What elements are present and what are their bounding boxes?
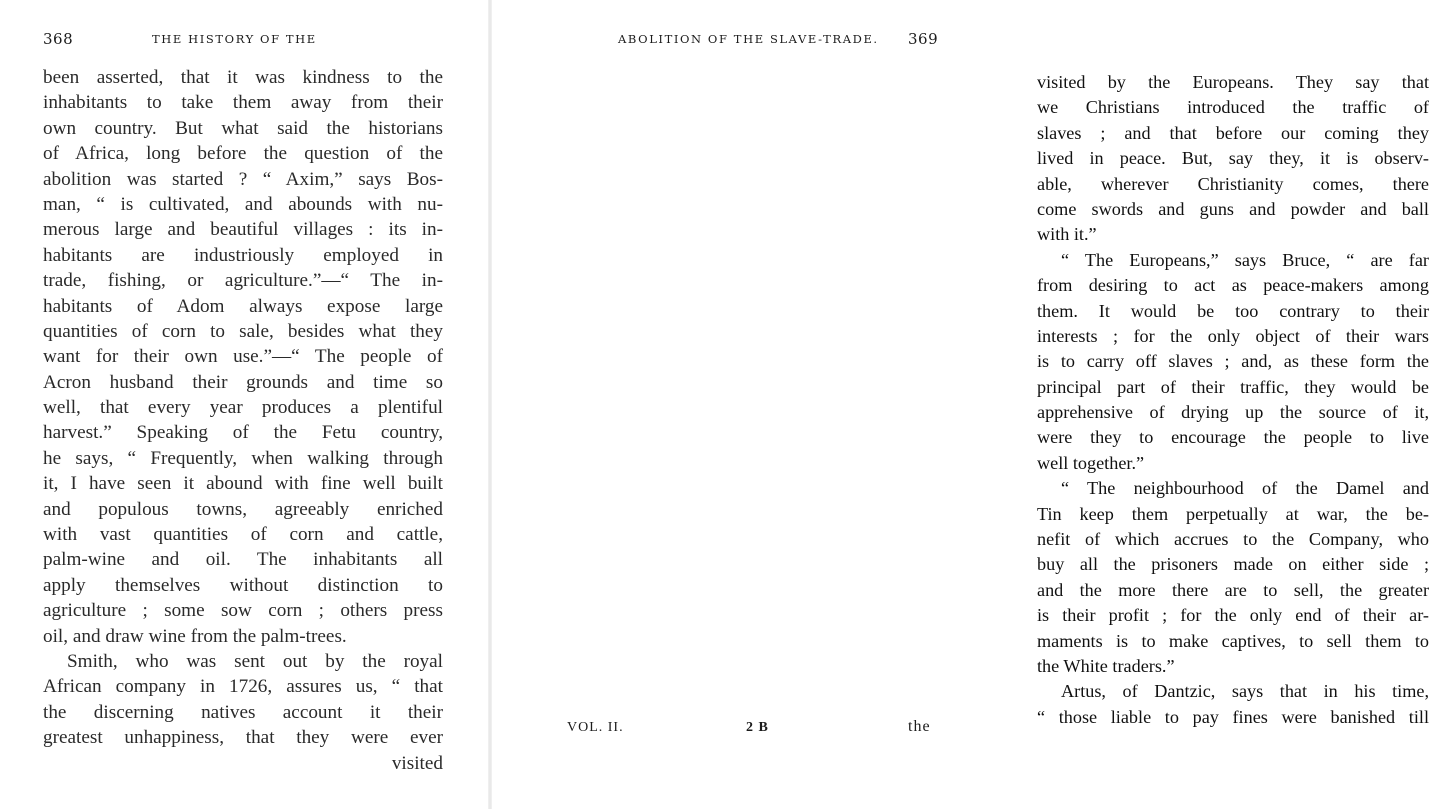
page-body-text — [43, 65, 443, 776]
text-line: with vast quantities of corn and cattle, — [43, 524, 443, 546]
page-number: 369 — [908, 30, 939, 48]
signature-mark: 2 B — [746, 720, 769, 735]
text-line: inhabitants to take them away from their — [43, 92, 443, 114]
text-line: were they to encourage the people to live — [1037, 427, 1429, 448]
text-line: with it.” — [1037, 224, 1097, 245]
text-line: habitants of Adom always expose large — [43, 295, 443, 317]
text-line: them. It would be too contrary to their — [1037, 300, 1429, 321]
text-line: the discerning natives account it their — [43, 701, 443, 723]
text-line: from desiring to act as peace-makers among — [1037, 275, 1429, 296]
text-line: it, I have seen it abound with fine well built — [43, 473, 443, 495]
text-line: is their profit ; for the only end of their ar- — [1037, 605, 1429, 626]
text-line: trade, fishing, or agriculture.”—“ The in- — [43, 270, 443, 292]
page-body-text — [1037, 70, 1429, 730]
running-head: ABOLITION OF THE SLAVE-TRADE. — [618, 32, 879, 46]
text-line: Acron husband their grounds and time so — [43, 371, 443, 393]
text-line: quantities of corn to sale, besides what they — [43, 320, 443, 342]
text-line: apprehensive of drying up the source of it, — [1037, 402, 1429, 423]
volume-label: VOL. II. — [567, 720, 624, 735]
text-line: own country. But what said the historians — [43, 117, 443, 139]
right-page — [490, 0, 1429, 809]
text-line: habitants are industriously employed in — [43, 244, 443, 266]
text-line: he says, “ Frequently, when walking through — [43, 447, 443, 469]
text-line: well, that every year produces a plentiful — [43, 397, 443, 419]
text-line: Tin keep them perpetually at war, the be- — [1037, 503, 1429, 524]
text-line: visited — [391, 752, 443, 774]
text-line: harvest.” Speaking of the Fetu country, — [43, 422, 443, 444]
text-line: nefit of which accrues to the Company, who — [1037, 529, 1429, 550]
text-line: man, “ is cultivated, and abounds with nu- — [43, 193, 443, 215]
text-line: principal part of their traffic, they would be — [1037, 376, 1429, 397]
text-line: “ those liable to pay fines were banished till — [1037, 706, 1429, 727]
left-page — [0, 0, 490, 809]
catchword: the — [908, 718, 931, 735]
text-line: lived in peace. But, say they, it is observ- — [1037, 148, 1429, 169]
text-line: is to carry off slaves ; and, as these form the — [1037, 351, 1429, 372]
text-line: greatest unhappiness, that they were ever — [43, 727, 443, 749]
text-line: agriculture ; some sow corn ; others press — [43, 600, 443, 622]
running-head: THE HISTORY OF THE — [152, 32, 317, 46]
text-line: slaves ; and that before our coming they — [1037, 122, 1429, 143]
text-line: African company in 1726, assures us, “ that — [43, 676, 443, 698]
text-line: of Africa, long before the question of the — [43, 143, 443, 165]
text-line: come swords and guns and powder and ball — [1037, 198, 1429, 219]
text-line: been asserted, that it was kindness to the — [43, 67, 443, 88]
text-line: Smith, who was sent out by the royal — [67, 650, 443, 672]
text-line: palm-wine and oil. The inhabitants all — [43, 549, 443, 571]
text-line: and populous towns, agreeably enriched — [43, 498, 443, 520]
text-line: well together.” — [1037, 452, 1145, 473]
text-line: visited by the Europeans. They say that — [1037, 72, 1429, 92]
text-line: oil, and draw wine from the palm-trees. — [43, 625, 347, 647]
page-number: 368 — [43, 30, 74, 48]
text-line: “ The neighbourhood of the Damel and — [1061, 478, 1429, 499]
text-line: and the more there are to sell, the greater — [1037, 579, 1429, 600]
text-line: Artus, of Dantzic, says that in his time, — [1061, 681, 1429, 702]
text-line: “ The Europeans,” says Bruce, “ are far — [1061, 249, 1429, 270]
text-line: abolition was started ? “ Axim,” says Bos- — [43, 168, 443, 190]
text-line: want for their own use.”—“ The people of — [43, 346, 443, 368]
text-line: interests ; for the only object of their wars — [1037, 325, 1429, 346]
text-line: merous large and beautiful villages : its in- — [43, 219, 443, 241]
text-line: apply themselves without distinction to — [43, 574, 443, 596]
text-line: we Christians introduced the traffic of — [1037, 97, 1429, 118]
text-line: able, wherever Christianity comes, there — [1037, 173, 1429, 194]
text-line: maments is to make captives, to sell them to — [1037, 630, 1429, 651]
text-line: the White traders.” — [1037, 655, 1175, 676]
text-line: buy all the prisoners made on either side ; — [1037, 554, 1429, 575]
